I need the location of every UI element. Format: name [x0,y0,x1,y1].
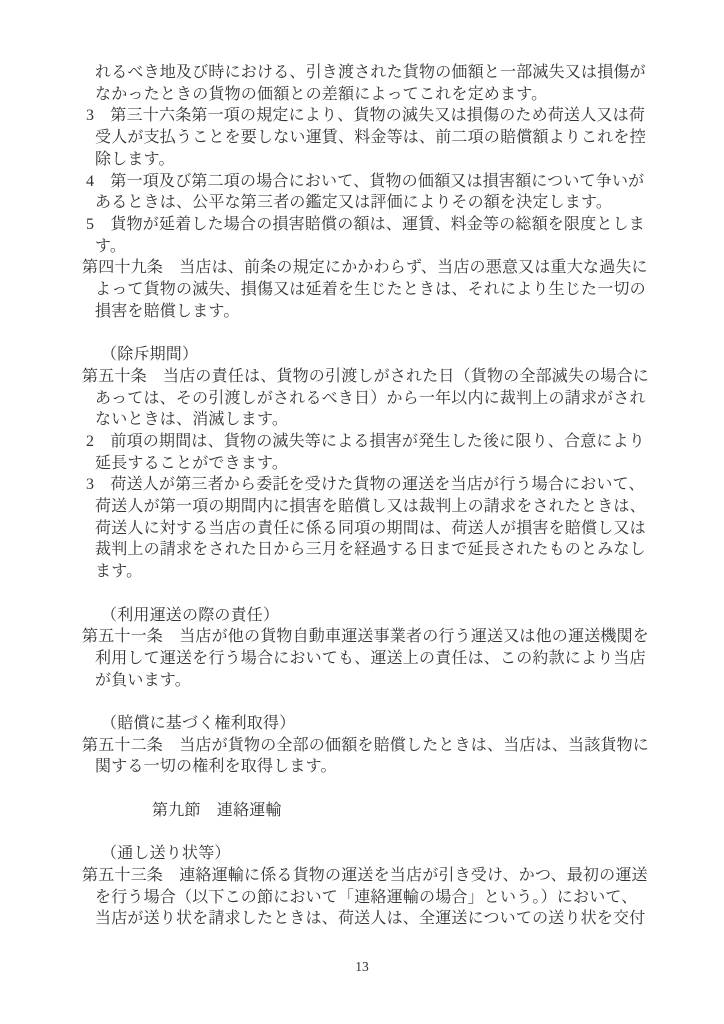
blank-line [82,583,664,605]
text-line: 3 荷送人が第三者から委託を受けた貨物の運送を当店が行う場合において、 [86,476,645,494]
text-line: 延長することができます。 [95,454,289,472]
text-line: 第五十一条 当店が他の貨物自動車運送事業者の行う運送又は他の運送機関を [82,628,650,646]
text-line: 第九節 連絡運輸 [152,801,282,819]
text-line: 当店が送り状を請求したときは、荷送人は、全運送についての送り状を交付 [95,910,646,928]
text-line: ないときは、消滅します。 [95,411,289,429]
text-line: （除斥期間） [101,346,199,364]
text-line: 3 第三十六条第一項の規定により、貨物の滅失又は損傷のため荷送人又は荷 [86,107,646,125]
text-line: れるべき地及び時における、引き渡された貨物の価額と一部滅失又は損傷が [95,64,646,81]
text-line: 荷送人に対する当店の責任に係る同項の期間は、荷送人が損害を賠償し又は [95,519,646,537]
document-text-body [82,62,664,930]
blank-line [82,691,664,713]
text-line: （通し送り状等） [101,845,231,863]
text-line: （賠償に基づく権利取得） [101,715,296,733]
text-line: 受人が支払うことを要しない運賃、料金等は、前二項の賠償額よりこれを控 [95,129,646,147]
text-line: す。 [95,237,127,255]
text-line: 第五十三条 連絡運輸に係る貨物の運送を当店が引き受け、かつ、最初の運送 [82,866,648,884]
text-line: 利用して運送を行う場合においても、運送上の責任は、この約款により当店 [95,649,646,667]
text-line: よって貨物の滅失、損傷又は延着を生じたときは、それにより生じた一切の [95,281,646,299]
blank-line [82,778,664,800]
text-line: 損害を賠償します。 [95,302,240,320]
blank-line [82,322,664,344]
text-line: 2 前項の期間は、貨物の滅失等による損害が発生した後に限り、合意により [86,432,646,450]
text-line: なかったときの貨物の価額との差額によってこれを定めます。 [95,85,548,103]
text-line: 裁判上の請求をされた日から三月を経過する日まで延長されたものとみなし [95,541,646,559]
blank-line [82,822,664,844]
text-line: あるときは、公平な第三者の鑑定又は評価によりその額を決定します。 [95,194,613,212]
text-line: 第五十二条 当店が貨物の全部の価額を賠償したときは、当店は、当該貨物に [82,736,650,754]
text-line: あっては、その引渡しがされるべき日）から一年以内に裁判上の請求がされ [95,389,646,407]
text-line: が負います。 [95,671,191,689]
page-number: 13 [355,959,369,974]
text-line: ます。 [95,563,143,581]
text-line: 除します。 [95,150,175,168]
text-line: を行う場合（以下この節において「連絡運輸の場合」という。）において、 [95,888,638,906]
text-line: 第五十条 当店の責任は、貨物の引渡しがされた日（貨物の全部滅失の場合に [82,367,650,385]
text-line: 関する一切の権利を取得します。 [95,758,337,776]
text-line: 荷送人が第一項の期間内に損害を賠償し又は裁判上の請求をされたときは、 [95,498,646,516]
text-line: 5 貨物が延着した場合の損害賠償の額は、運賃、料金等の総額を限度としま [86,215,646,233]
text-line: （利用運送の際の責任） [101,606,280,624]
text-line: 4 第一項及び第二項の場合において、貨物の価額又は損害額について争いが [86,172,645,190]
text-line: 第四十九条 当店は、前条の規定にかかわらず、当店の悪意又は重大な過失に [82,259,648,277]
